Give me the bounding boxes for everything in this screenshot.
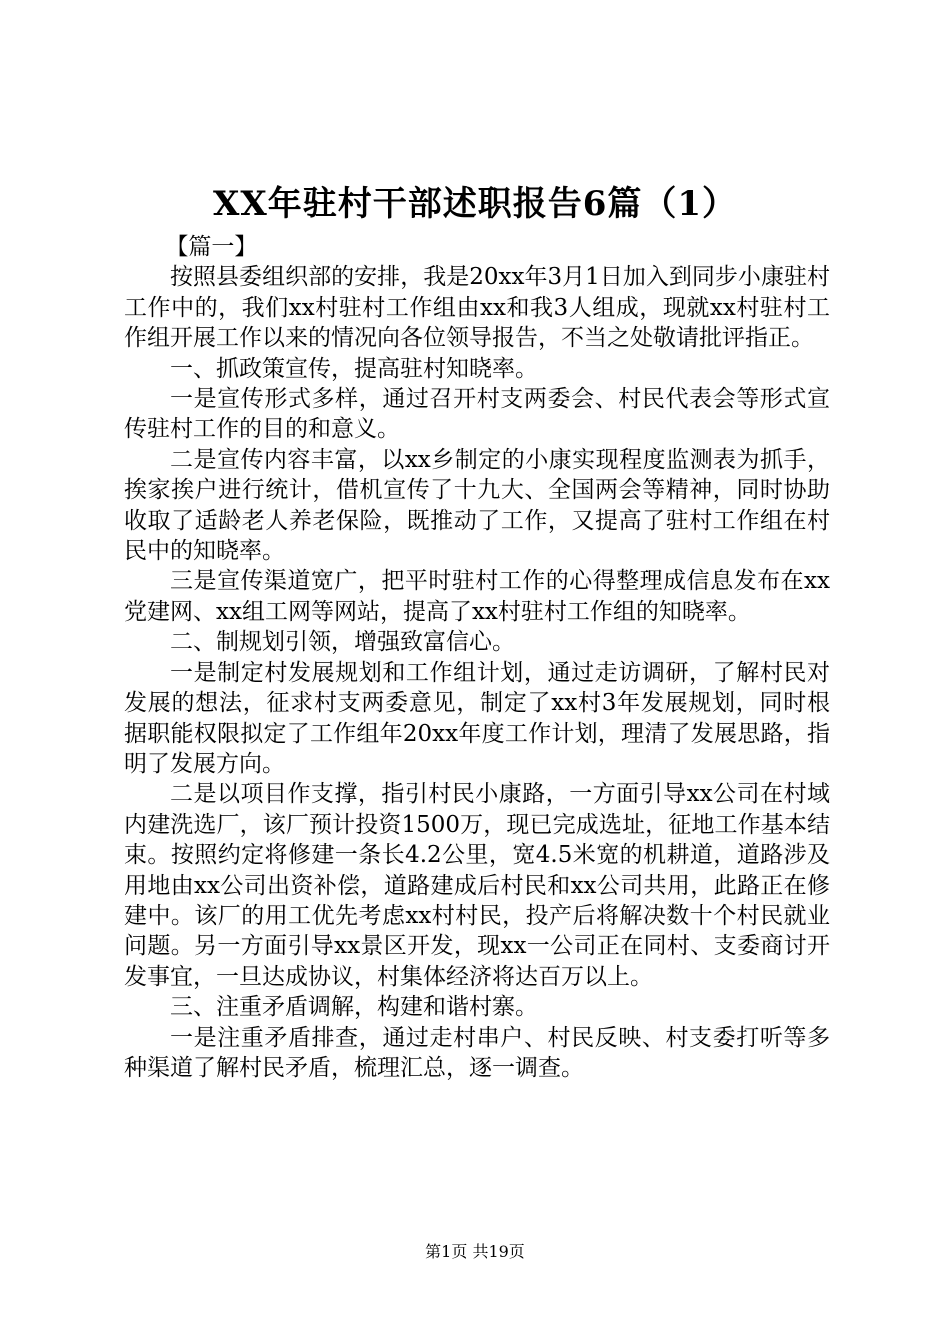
paragraph-1-2: 二是宣传内容丰富，以xx乡制定的小康实现程度监测表为抓手，挨家挨户进行统计，借机宣传了十九大、全国两会等精神，同时协助收取了适龄老人养老保险，既推动了工作，又提高了驻村工作组在村民中的知晓率。: [124, 446, 830, 565]
heading-three: 三、注重矛盾调解，构建和谐村寨。: [170, 994, 538, 1021]
heading-one: 一、抓政策宣传，提高驻村知晓率。: [170, 355, 538, 382]
paragraph-3-1: 一是注重矛盾排查，通过走村串户、村民反映、村支委打听等多种渠道了解村民矛盾，梳理汇总，逐一调查。: [124, 1024, 830, 1081]
document-body: [124, 232, 830, 1083]
heading-two: 二、制规划引领，增强致富信心。: [170, 629, 515, 656]
document-title: XX年驻村干部述职报告6篇（1）: [212, 184, 738, 224]
paragraph-intro: 按照县委组织部的安排，我是20xx年3月1日加入到同步小康驻村工作中的，我们xx村驻村工作组由xx和我3人组成，现就xx村驻村工作组开展工作以来的情况向各位领导报告，不当之处敬请批评指正。: [124, 264, 830, 352]
page-number-footer: 第1页 共19页: [425, 1242, 525, 1261]
paragraph-2-2: 二是以项目作支撑，指引村民小康路，一方面引导xx公司在村域内建洗选厂，该厂预计投资1500万，现已完成选址，征地工作基本结束。按照约定将修建一条长4.2公里，宽4.5米宽的机耕道，道路涉及用地由xx公司出资补偿，道路建成后村民和xx公司共用，此路正在修建中。该厂的用工优先考虑xx村村民，投产后将解决数十个村民就业问题。另一方面引导xx景区开发，现xx一公司正在同村、支委商讨开发事宜，一旦达成协议，村集体经济将达百万以上。: [124, 781, 830, 990]
paragraph-1-3: 三是宣传渠道宽广，把平时驻村工作的心得整理成信息发布在xx党建网、xx组工网等网站，提高了xx村驻村工作组的知晓率。: [124, 568, 830, 625]
section-marker: 【篇一】: [165, 234, 258, 260]
paragraph-2-1: 一是制定村发展规划和工作组计划，通过走访调研，了解村民对发展的想法，征求村支两委意见，制定了xx村3年发展规划，同时根据职能权限拟定了工作组年20xx年度工作计划，理清了发展思路，指明了发展方向。: [124, 659, 830, 777]
paragraph-1-1: 一是宣传形式多样，通过召开村支两委会、村民代表会等形式宣传驻村工作的目的和意义。: [124, 386, 830, 443]
